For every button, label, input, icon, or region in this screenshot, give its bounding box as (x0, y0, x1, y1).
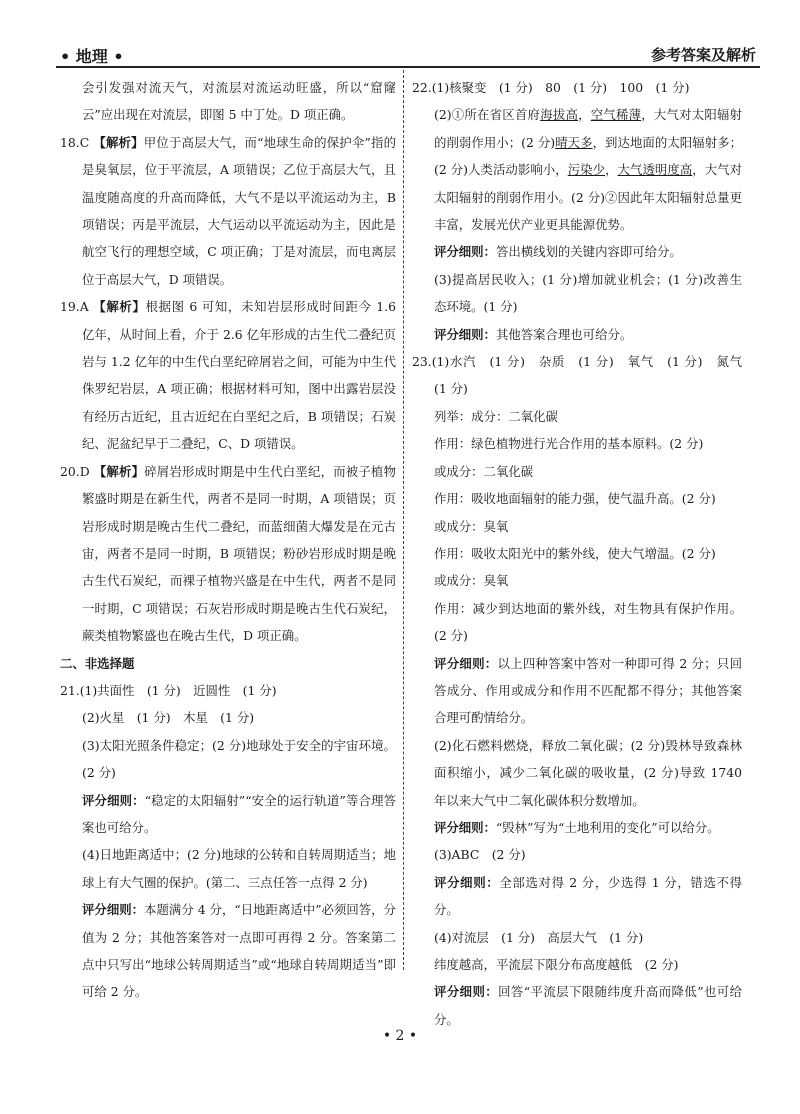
answer-22-3: (3)提高居民收入；(1 分)增加就业机会；(1 分)改善生态环境。(1 分) (434, 271, 742, 315)
page-header (56, 44, 760, 68)
subject-label: • 地理 • (60, 47, 124, 66)
scoring-note: 评分细则：本题满分 4 分，“日地距离适中”必须回答，分值为 2 分；其他答案答对一点即可再得 2 分。答案第二点中只写出“地球公转周期适当”或“地球自转周期适当”即可给 2 分。 (82, 902, 397, 1000)
continued-paragraph: 会引发强对流天气，对流层对流运动旺盛，所以“窟窿云”应出现在对流层，即图 5 中丁处。D 项正确。 (82, 80, 396, 123)
column-divider (403, 70, 404, 970)
scoring-note: 评分细则：以上四种答案中答对一种即可得 2 分；只回答成分、作用或成分和作用不匹配都不得分；其他答案合理可酌情给分。 (434, 655, 742, 726)
answer-21-3: (3)太阳光照条件稳定；(2 分)地球处于安全的宇宙环境。(2 分) (82, 737, 396, 781)
scoring-note: 评分细则：全部选对得 2 分，少选得 1 分，错选不得分。 (434, 874, 742, 918)
scoring-note: 评分细则：其他答案合理也可给分。 (434, 326, 633, 342)
answer-line: 或成分：臭氧 (434, 518, 509, 534)
scoring-note: 评分细则：回答“平流层下限随纬度升高而降低”也可给分。 (434, 984, 742, 1027)
scoring-note: 评分细则：“毁林”写为“土地利用的变化”可以给分。 (434, 819, 720, 835)
answer-line: 作用：减少到达地面的紫外线，对生物具有保护作用。(2 分) (434, 600, 742, 644)
answer-line: 或成分：臭氧 (434, 573, 509, 589)
answer-line: 作用：绿色植物进行光合作用的基本原料。(2 分) (434, 436, 704, 452)
right-column (412, 74, 755, 1033)
underlined-keyword: 大气透明度高 (617, 162, 693, 178)
underlined-keyword: 海拔高 (540, 107, 579, 123)
answer-19: 19.A 【解析】根据图 6 可知，未知岩层形成时间距今 1.6 亿年，从时间上看，介于 2.6 亿年形成的古生代二叠纪页岩与 1.2 亿年的中生代白垩纪碎屑岩之间，可能为中生代侏罗纪岩层，A 项正确；根据材料可知，图中出露岩层没有经历古近纪，且古近纪在白垩纪之后，B 项错误；石炭纪、泥盆纪早于二叠纪，C、D 项错误。 (60, 299, 397, 452)
section-heading: 二、非选择题 (60, 655, 135, 671)
answer-line: 或成分：二氧化碳 (434, 463, 534, 479)
underlined-keyword: 晴天多 (555, 134, 593, 150)
answer-23-3: (3)ABC (2 分) (434, 847, 526, 863)
answer-line: 纬度越高，平流层下限分布高度越低 (2 分) (434, 957, 679, 972)
answer-21-4: (4)日地距离适中；(2 分)地球的公转和自转周期适当；地球上有大气圈的保护。(第二、三点任答一点得 2 分) (82, 847, 396, 890)
answer-line: 列举：成分：二氧化碳 (434, 408, 558, 424)
answer-21-2: (2)火星 (1 分) 木星 (1 分) (82, 710, 255, 726)
answer-21-1: 21.(1)共面性 (1 分) 近圆性 (1 分) (60, 682, 277, 698)
answer-18: 18.C 【解析】甲位于高层大气，而“地球生命的保护伞”指的是臭氧层，位于平流层，A 项错误；乙位于高层大气，且温度随高度的升高而降低，大气不是以平流运动为主，B 项错误；丙是平流层，大气运动以平流运动为主，因此是航空飞行的理想空域，C 项正确；丁是对流层，而电离层位于高层大气，D 项错误。 (60, 134, 397, 287)
answer-23-4: (4)对流层 (1 分) 高层大气 (1 分) (434, 929, 644, 945)
answer-20: 20.D 【解析】碎屑岩形成时期是中生代白垩纪，而被子植物繁盛时期是在新生代，两者不是同一时期，A 项错误；页岩形成时期是晚古生代二叠纪，而蓝细菌大爆发是在元古宙，两者不是同一时期，B 项错误；粉砂岩形成时期是晚古生代石炭纪，而裸子植物兴盛是在中生代，两者不是同一时期，C 项错误；石灰岩形成时期是晚古生代石炭纪，蕨类植物繁盛也在晚古生代，D 项正确。 (60, 463, 396, 644)
page-number: • 2 • (382, 1028, 418, 1044)
answer-line: 作用：吸收太阳光中的紫外线，使大气增温。(2 分) (434, 545, 716, 561)
scoring-note: 评分细则：“稳定的太阳辐射”“安全的运行轨道”等合理答案也可给分。 (82, 792, 396, 835)
answer-line: 作用：吸收地面辐射的能力强，使气温升高。(2 分) (434, 491, 716, 507)
left-column (60, 74, 396, 1006)
answer-22-1: 22.(1)核聚变 (1 分) 80 (1 分) 100 (1 分) (412, 80, 690, 95)
underlined-keyword: 污染少 (567, 162, 606, 178)
underlined-keyword: 空气稀薄 (590, 107, 642, 123)
answer-22-2: (2)①所在省区首府海拔高，空气稀薄，大气对太阳辐射的削弱作用小；(2 分)晴天多，到达地面的太阳辐射多；(2 分)人类活动影响小，污染少，大气透明度高，大气对太阳辐射的削弱作用小。(2 分)②因此年太阳辐射总量更丰富，发展光伏产业更具能源优势。 (434, 107, 743, 233)
scoring-note: 评分细则：答出横线划的关键内容即可给分。 (434, 244, 682, 260)
section-title: 参考答案及解析 (650, 46, 756, 64)
answer-23-2: (2)化石燃料燃烧，释放二氧化碳；(2 分)毁林导致森林面积缩小，减少二氧化碳的吸收量，(2 分)导致 1740 年以来大气中二氧化碳体积分数增加。 (434, 737, 742, 808)
answer-23-1: 23.(1)水汽 (1 分) 杂质 (1 分) 氧气 (1 分) 氮气 (1 分) (412, 354, 755, 397)
